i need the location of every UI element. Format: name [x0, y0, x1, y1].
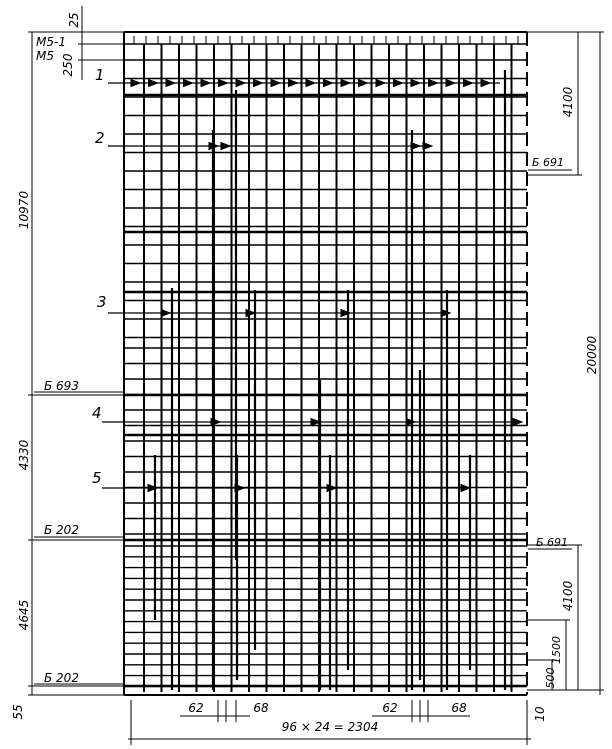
dim-62-a: 62 [188, 701, 204, 715]
dim-68-b: 68 [451, 701, 467, 715]
arrow-row-3-head [441, 310, 450, 317]
label-b691-b: Б 691 [536, 536, 569, 549]
arrow-row-3-head [161, 310, 170, 317]
arrow-row-1-head [184, 80, 193, 87]
bar-mesh [124, 32, 527, 695]
callout-1: 1 [95, 66, 105, 84]
arrow-row-5-head [235, 485, 244, 492]
arrow-row-1-head [306, 80, 315, 87]
arrow-row-2-head [423, 143, 432, 150]
arrow-row-1-head [271, 80, 280, 87]
arrow-row-1-head [324, 80, 333, 87]
dim-4100-top: 4100 [561, 86, 575, 118]
label-b202-b: Б 202 [44, 671, 79, 685]
label-b691-a: Б 691 [532, 156, 565, 169]
arrow-row-1-head [464, 80, 473, 87]
label-m5-1: М5-1 [36, 35, 66, 49]
arrow-row-1-head [254, 80, 263, 87]
dim-4330: 4330 [17, 439, 31, 471]
dim-10970: 10970 [17, 190, 31, 230]
dim-4645: 4645 [17, 599, 31, 631]
dim-500: 500 [544, 667, 557, 689]
callout-3: 3 [97, 293, 107, 311]
arrow-row-1-head [236, 80, 245, 87]
arrow-row-2-head [411, 143, 420, 150]
label-b693: Б 693 [44, 379, 79, 393]
arrow-row-4-head [513, 419, 522, 426]
arrow-row-1-head [359, 80, 368, 87]
label-b202-a: Б 202 [44, 523, 79, 537]
dim-62-b: 62 [382, 701, 398, 715]
arrow-row-4-head [211, 419, 220, 426]
dim-55: 55 [11, 704, 25, 720]
callout-4: 4 [92, 404, 102, 422]
arrow-row-1-head [411, 80, 420, 87]
arrow-row-1-head [149, 80, 158, 87]
dim-1500: 1500 [550, 636, 563, 664]
arrow-row-1-head [394, 80, 403, 87]
arrow-row-1-head [376, 80, 385, 87]
arrow-row-5-head [461, 485, 470, 492]
dimension-lines [28, 6, 604, 745]
arrow-row-3-head [246, 310, 255, 317]
label-m5: М5 [36, 49, 54, 63]
arrow-row-1-head [201, 80, 210, 87]
callout-2: 2 [95, 129, 105, 147]
arrow-row-4-head [406, 419, 415, 426]
dim-20000: 20000 [585, 335, 599, 375]
dim-total-width: 96 × 24 = 2304 [281, 720, 379, 734]
dim-68-a: 68 [253, 701, 269, 715]
arrow-row-1-head [219, 80, 228, 87]
arrow-row-1-head [341, 80, 350, 87]
arrow-row-1-head [166, 80, 175, 87]
arrow-row-1-head [289, 80, 298, 87]
arrow-row-1-head [446, 80, 455, 87]
dim-10: 10 [533, 706, 547, 722]
callout-5: 5 [92, 469, 102, 487]
arrow-row-1-head [429, 80, 438, 87]
dim-4100-bot: 4100 [561, 580, 575, 612]
arrow-row-2-head [221, 143, 230, 150]
arrow-row-1-head [131, 80, 140, 87]
dim-250: 250 [61, 53, 75, 77]
arrow-row-1-head [481, 80, 490, 87]
dim-25: 25 [67, 12, 81, 28]
arrow-row-5-head [327, 485, 336, 492]
